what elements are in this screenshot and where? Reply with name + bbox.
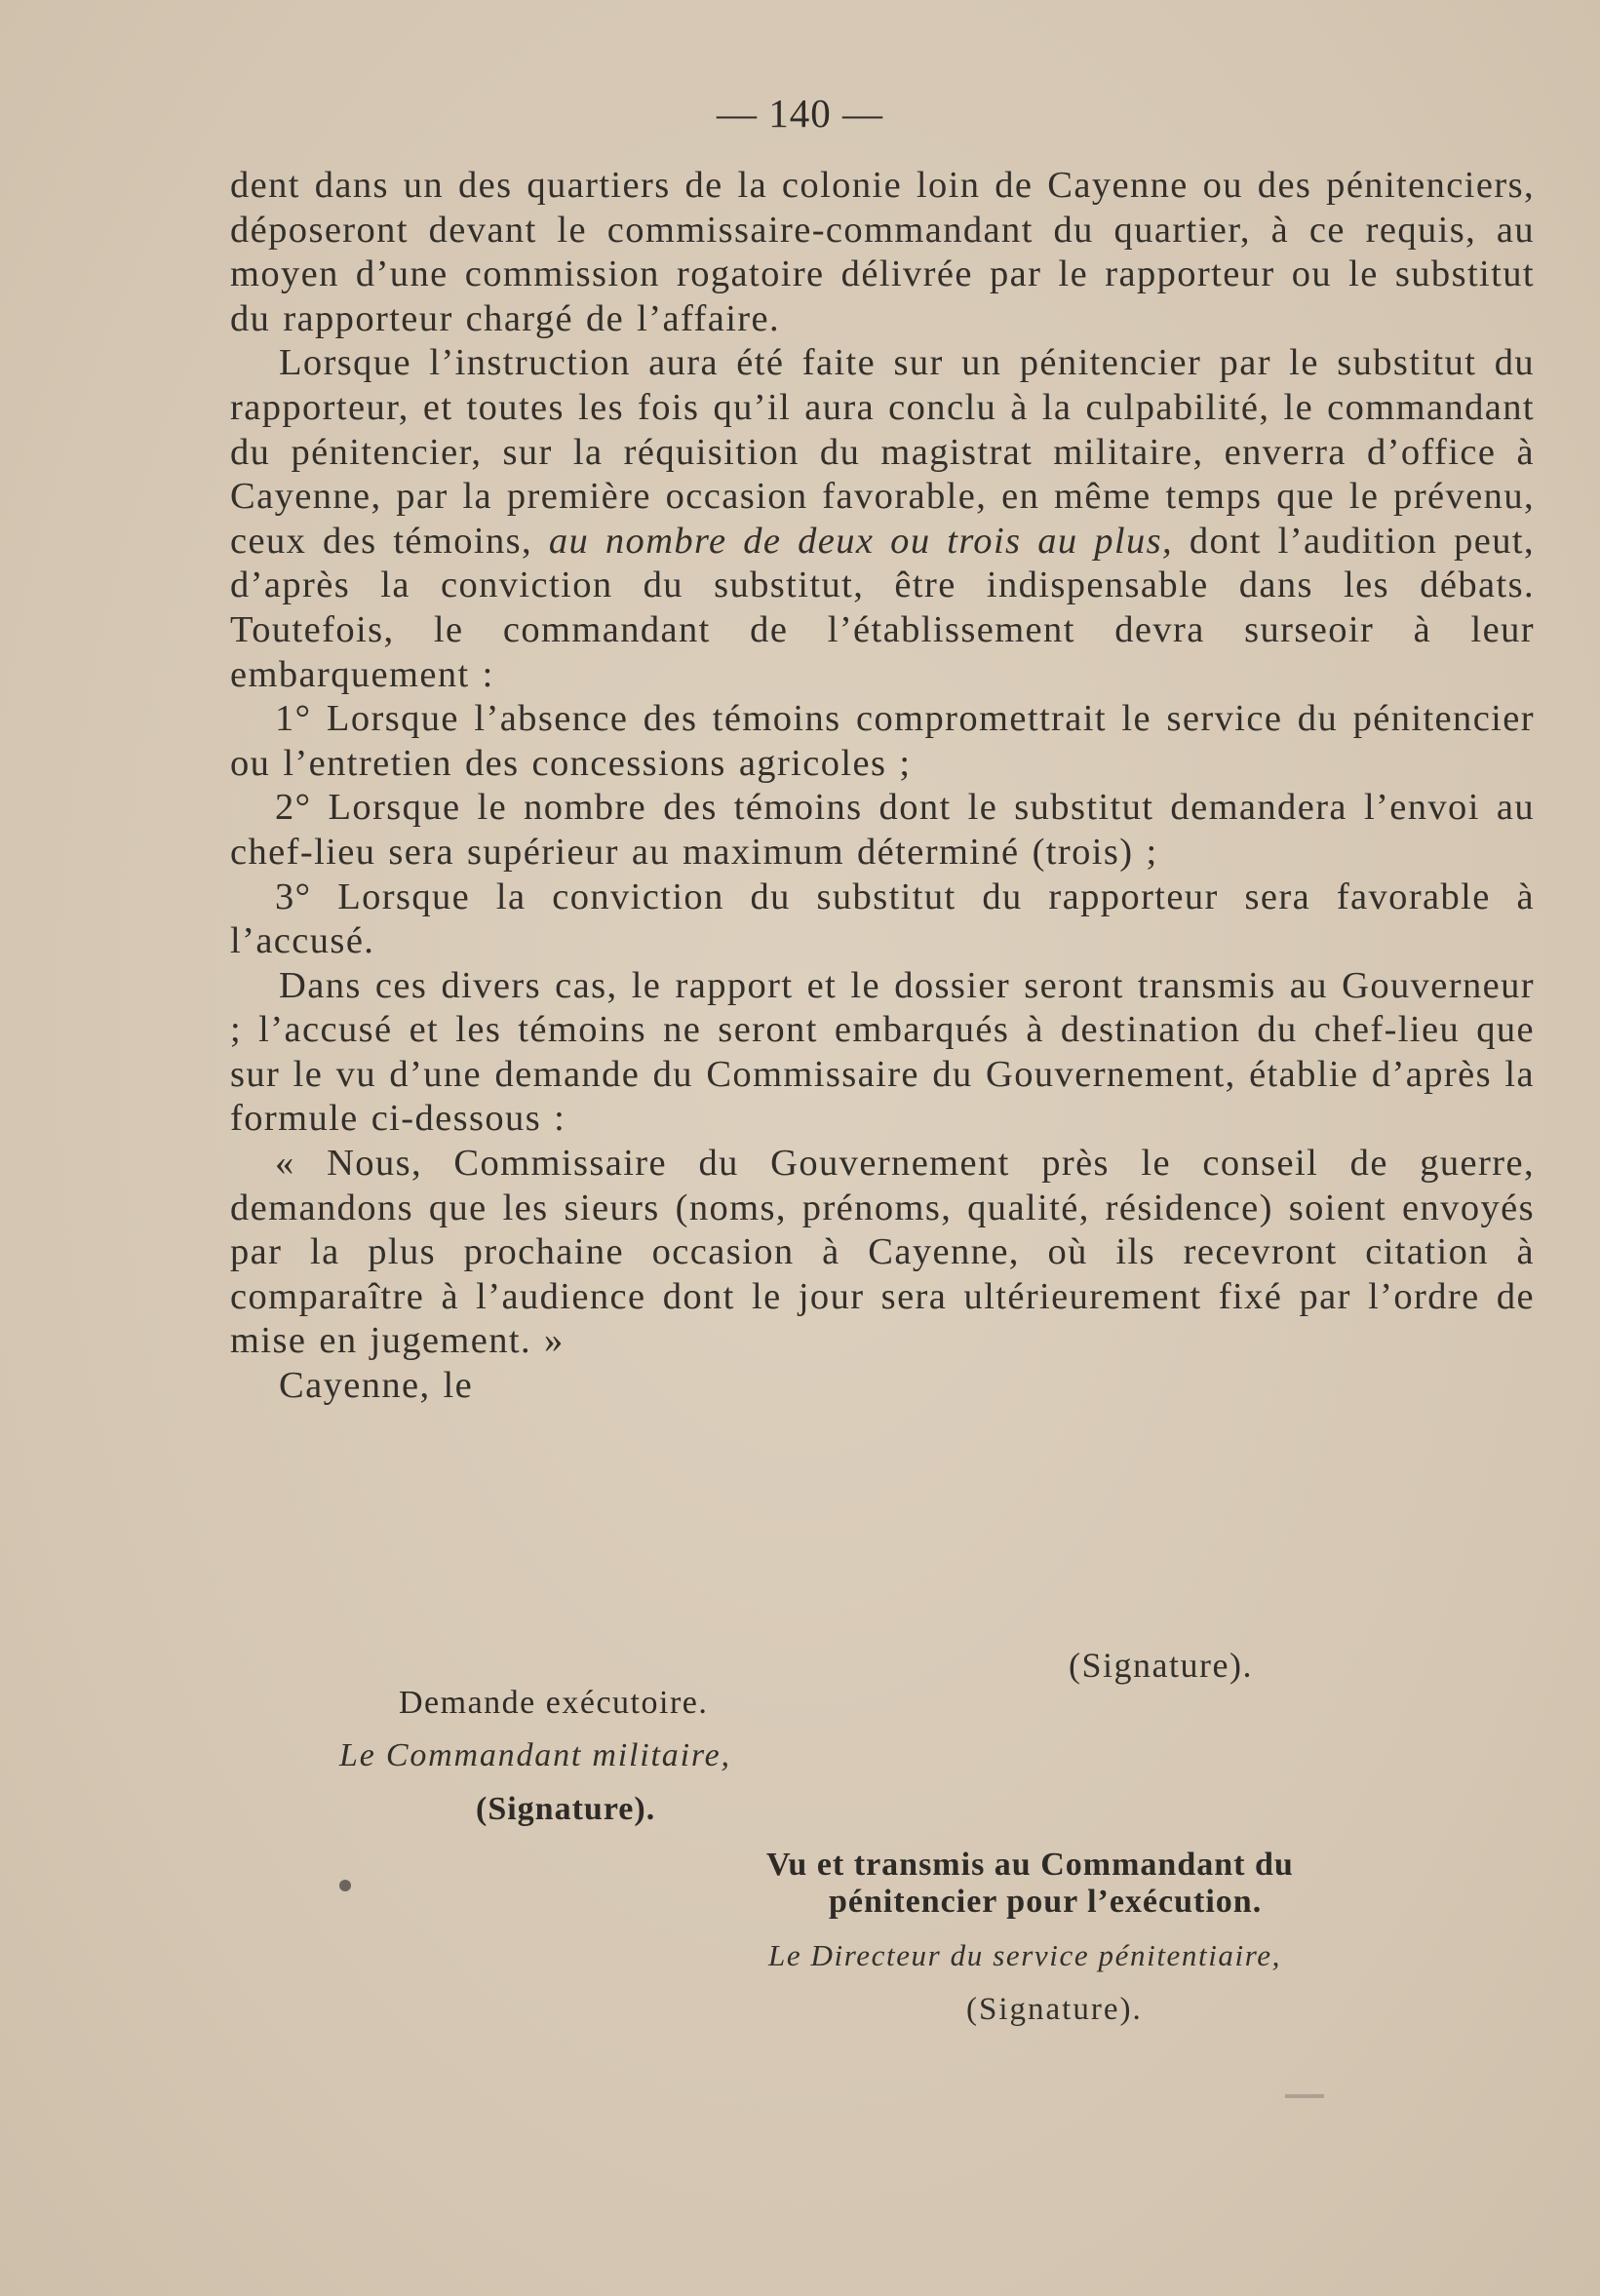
vu-et-transmis xyxy=(766,1847,1429,1921)
demande-executoire: Demande exécutoire. xyxy=(399,1685,709,1721)
vu-line-1: Vu et transmis au Commandant du xyxy=(766,1847,1294,1883)
paragraph-2 xyxy=(230,341,1535,697)
vu-line-2: pénitencier pour l’exécution. xyxy=(829,1884,1263,1920)
body-text xyxy=(230,164,1535,1409)
signature-directeur: (Signature). xyxy=(966,1992,1143,2027)
page-number: — 140 — xyxy=(717,91,883,136)
paragraph-item-2: 2° Lorsque le nombre des témoins dont le substitut demandera l’envoi au chef-lieu sera supérieur au maximum déterminé (trois) ; xyxy=(230,787,1535,873)
paragraph-item-3: 3° Lorsque la conviction du substitut du rapporteur sera favorable à l’accusé. xyxy=(230,876,1535,962)
paragraph-2-before: Lorsque l’instruction aura été faite sur un pénitencier par le substitut du rapporteur, et toutes les fois qu’il aura conclu à la culpabilité, le commandant du pénitencier, sur la réquisition du magistrat militaire, enverra d’office à Cayenne, par la première occasion favorable, en même temps que le prévenu, ceux des témoins, xyxy=(230,342,1535,562)
quoted-formula: « Nous, Commissaire du Gouvernement près le conseil de guerre, demandons que les sieurs (noms, prénoms, qualité, résidence) soient envoyés par la plus prochaine occasion à Cayenne, où ils recevront citation à comparaître à l’audience dont le jour sera ultérieurement fixé par l’ordre de mise en jugement. » xyxy=(230,1143,1535,1362)
signature-commandant: (Signature). xyxy=(476,1791,656,1827)
paragraph-2-after: dont l’audition peut, d’après la conviction du substitut, être indispensable dans les débats. Toutefois, le commandant de l’établissement devra surseoir à leur embarquement : xyxy=(230,520,1535,695)
paragraph-2-italic: au nombre de deux ou trois au plus, xyxy=(548,520,1174,562)
commandant-militaire: Le Commandant militaire, xyxy=(339,1737,731,1773)
paragraph-item-1: 1° Lorsque l’absence des témoins compromettrait le service du pénitencier ou l’entretien des concessions agricoles ; xyxy=(230,698,1535,784)
paragraph-6: Dans ces divers cas, le rapport et le dossier seront transmis au Gouverneur ; l’accusé et les témoins ne seront embarqués à destination du chef-lieu que sur le vu d’une demande du Commissaire du Gouvernement, établie d’après la formule ci-dessous : xyxy=(230,964,1535,1140)
ink-mark xyxy=(1285,2094,1324,2098)
paragraph-1: dent dans un des quartiers de la colonie loin de Cayenne ou des pénitenciers, déposeront devant le commissaire-commandant du quartier, à ce requis, au moyen d’une commission rogatoire délivrée par le rapporteur ou le substitut du rapporteur chargé de l’affaire. xyxy=(230,165,1535,339)
ink-speck xyxy=(339,1880,351,1891)
place-date-line: Cayenne, le xyxy=(279,1365,474,1407)
signature-commissaire: (Signature). xyxy=(1069,1646,1253,1685)
directeur-service: Le Directeur du service pénitentiaire, xyxy=(768,1938,1281,1972)
